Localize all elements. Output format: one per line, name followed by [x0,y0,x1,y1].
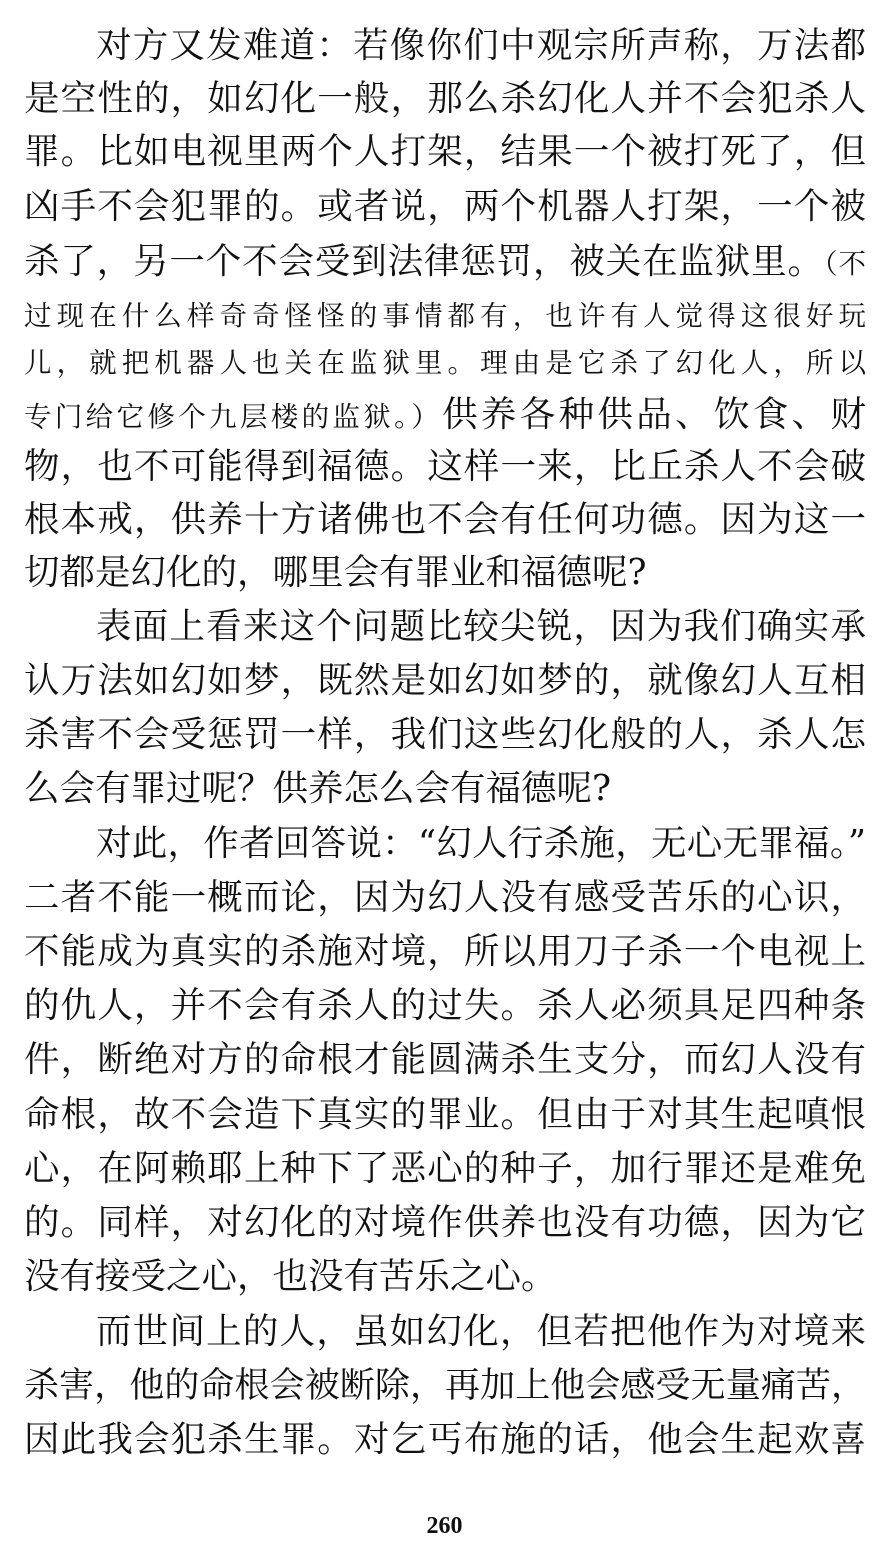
text-line: 凶手不会犯罪的。或者说，两个机器人打架，一个被 [24,186,866,227]
note-span: （不 [823,248,866,280]
text-line: 的。同样，对幻化的对境作供养也没有功德，因为它 [24,1202,866,1243]
text-line: 罪。比如电视里两个人打架，结果一个被打死了，但 [24,131,866,172]
page-number: 260 [426,1513,463,1539]
text-line: 件，断绝对方的命根才能圆满杀生支分，而幻人没有 [24,1039,866,1080]
text-line: 心，在阿赖耶上种下了恶心的种子，加行罪还是难免 [24,1148,866,1189]
note-line: 儿，就把机器人也关在监狱里。理由是它杀了幻化人，所以 [24,347,866,379]
note-span: 专门给它修个九层楼的监狱。） [24,401,443,433]
text-line: 没有接受之心，也没有苦乐之心。 [24,1256,557,1297]
text-line: 命根，故不会造下真实的罪业。但由于对其生起嗔恨 [24,1094,866,1135]
text-line [24,238,866,286]
text-line: 杀害不会受惩罚一样，我们这些幻化般的人，杀人怎 [24,714,866,755]
text-line: 认万法如幻如梦，既然是如幻如梦的，就像幻人互相 [24,660,866,701]
text-line: 根本戒，供养十方诸佛也不会有任何功德。因为这一 [24,499,866,540]
text-line: 切都是幻化的，哪里会有罪业和福德呢? [24,552,647,593]
text-line: 对此，作者回答说：“幻人行杀施，无心无罪福。” [96,823,866,864]
text-line: 么会有罪过呢？供养怎么会有福德呢? [24,768,612,809]
text-line: 二者不能一概而论，因为幻人没有感受苦乐的心识， [24,877,866,918]
text-line [24,391,866,439]
text-line: 杀害，他的命根会被断除，再加上他会感受无量痛苦， [24,1366,866,1406]
text-line: 因此我会犯杀生罪。对乞丐布施的话，他会生起欢喜 [24,1419,866,1460]
text-line: 物，也不可能得到福德。这样一来，比丘杀人不会破 [24,446,866,487]
text-line: 而世间上的人，虽如幻化，但若把他作为对境来 [96,1311,866,1352]
text-line: 不能成为真实的杀施对境，所以用刀子杀一个电视上 [24,931,866,972]
text-span: 供养各种供品、饮食、财 [442,394,866,435]
text-line: 的仇人，并不会有杀人的过失。杀人必须具足四种条 [24,985,866,1026]
note-line: 过现在什么样奇奇怪怪的事情都有，也许有人觉得这很好玩 [24,300,866,332]
text-span: 杀了，另一个不会受到法律惩罚，被关在监狱里。 [24,241,824,282]
text-line: 对方又发难道：若像你们中观宗所声称，万法都 [96,25,866,66]
text-line: 表面上看来这个问题比较尖锐，因为我们确实承 [96,606,866,647]
text-line: 是空性的，如幻化一般，那么杀幻化人并不会犯杀人 [24,78,866,119]
